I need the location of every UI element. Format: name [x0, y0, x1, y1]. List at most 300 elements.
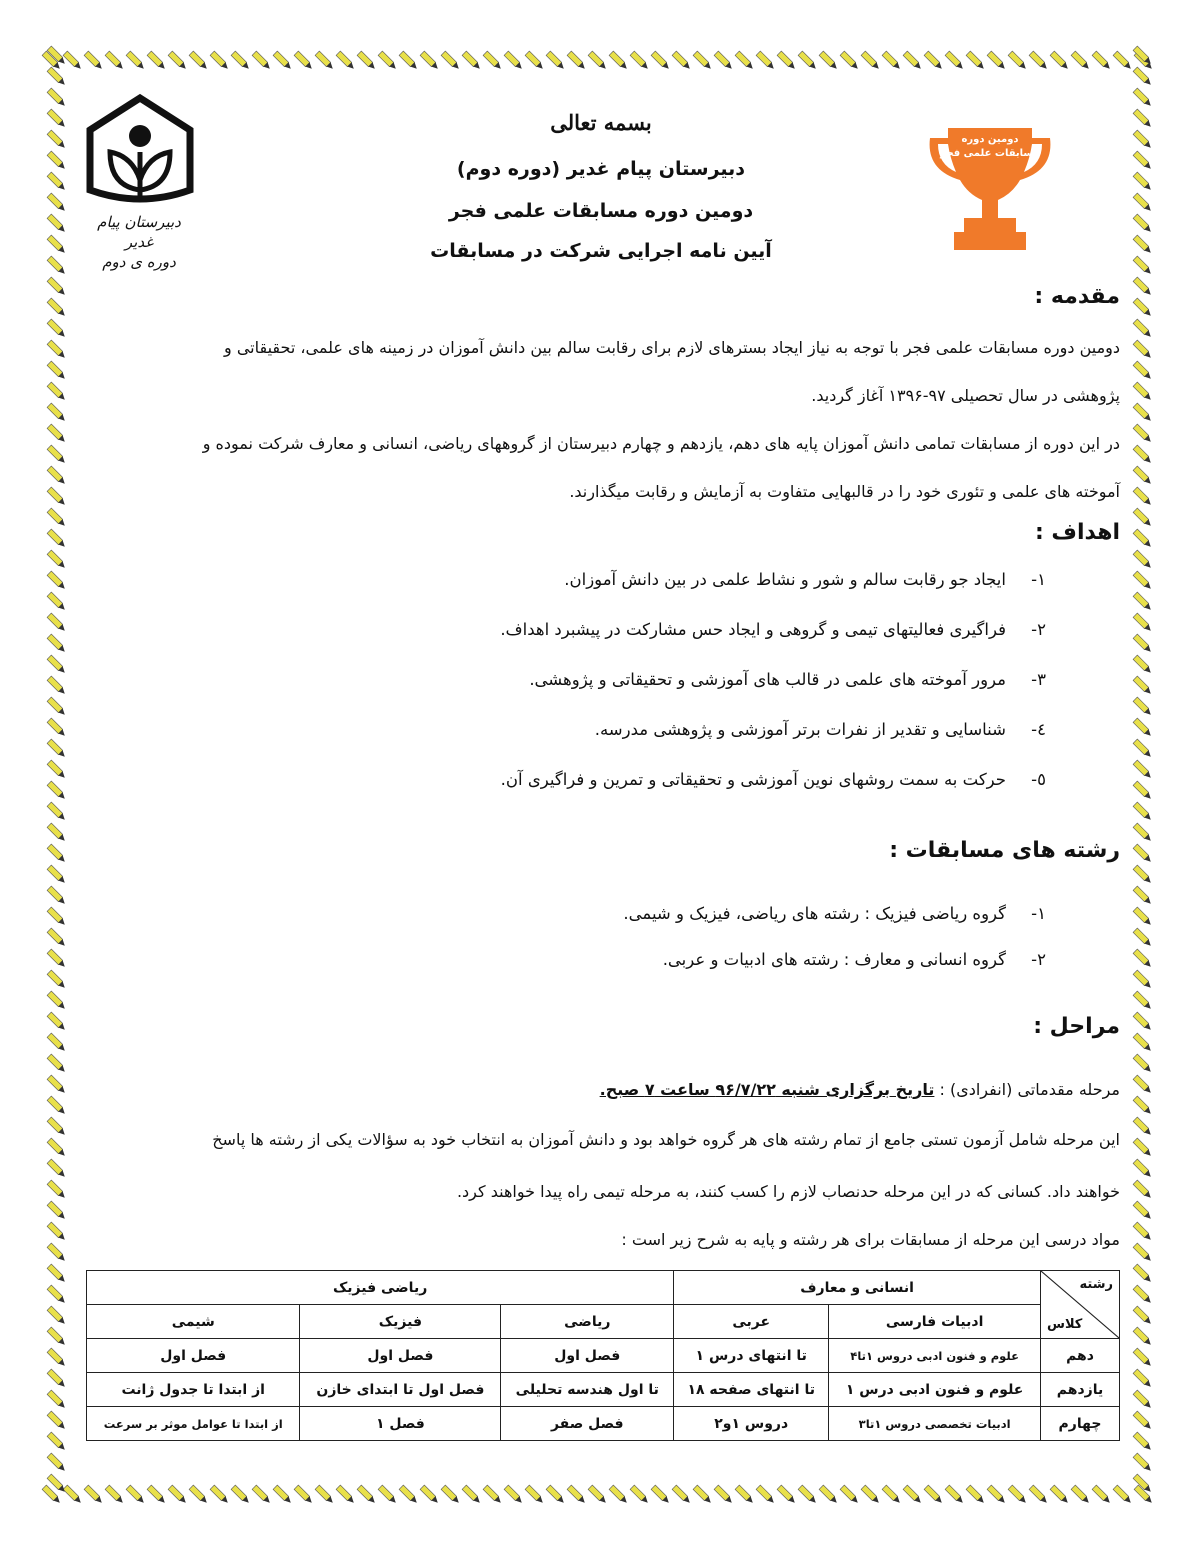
pencil-icon — [47, 1453, 67, 1473]
pencil-icon — [47, 1285, 67, 1305]
materials-intro: مواد درسی این مرحله از مسابقات برای هر رشته و پایه به شرح زیر است : — [621, 1230, 1120, 1249]
goal-text: ایجاد جو رقابت سالم و شور و نشاط علمی در بین دانش آموزان. — [564, 570, 1006, 589]
pencil-icon — [1133, 634, 1153, 654]
pencil-icon — [47, 277, 67, 297]
pencil-icon — [1133, 130, 1153, 150]
grade-cell: چهارم — [1041, 1407, 1120, 1441]
group-header: انسانی و معارف — [674, 1271, 1041, 1305]
pencil-icon — [47, 445, 67, 465]
pencil-icon — [47, 235, 67, 255]
pencil-icon — [315, 51, 335, 71]
goal-item — [501, 770, 1046, 789]
goal-text: فراگیری فعالیتهای تیمی و گروهی و ایجاد حس مشارکت در پیشبرد اهداف. — [500, 620, 1006, 639]
pencil-icon — [1050, 51, 1070, 71]
pencil-icon — [47, 1474, 67, 1494]
field-number: ۱- — [1031, 904, 1046, 923]
pencil-icon — [47, 361, 67, 381]
pencil-icon — [651, 1485, 671, 1505]
pencil-icon — [47, 109, 67, 129]
logo-caption-line1: دبیرستان پیام غدیر — [97, 213, 181, 251]
trophy-logo — [920, 120, 1060, 255]
pencil-icon — [1133, 67, 1153, 87]
pencil-icon — [924, 51, 944, 71]
pencil-icon — [47, 214, 67, 234]
pencil-icon — [47, 739, 67, 759]
pencil-icon — [1092, 51, 1112, 71]
pencil-icon — [47, 319, 67, 339]
group-header: ریاضی فیزیک — [87, 1271, 674, 1305]
pencil-icon — [1133, 1474, 1153, 1494]
pencil-icon — [1133, 1075, 1153, 1095]
pencil-icon — [462, 1485, 482, 1505]
pencil-icon — [47, 1243, 67, 1263]
pencil-icon — [567, 51, 587, 71]
trophy-label-line2: مسابقات علمی فجر — [940, 148, 1040, 159]
pencil-icon — [1133, 1411, 1153, 1431]
pencil-icon — [1133, 949, 1153, 969]
subject-header: شیمی — [87, 1305, 300, 1339]
pencil-icon — [231, 1485, 251, 1505]
table-cell: تا انتهای درس ۱ — [674, 1339, 829, 1373]
pencil-icon — [861, 51, 881, 71]
pencil-icon — [47, 130, 67, 150]
pencil-icon — [47, 403, 67, 423]
pencil-icon — [47, 613, 67, 633]
pencil-icon — [504, 1485, 524, 1505]
pencil-icon — [357, 51, 377, 71]
pencil-icon — [47, 949, 67, 969]
pencil-icon — [47, 1117, 67, 1137]
pencil-icon — [47, 508, 67, 528]
pencil-icon — [1133, 424, 1153, 444]
pencil-icon — [47, 1348, 67, 1368]
pencil-icon — [1029, 1485, 1049, 1505]
pencil-icon — [126, 51, 146, 71]
pencil-icon — [1133, 550, 1153, 570]
pencil-icon — [819, 1485, 839, 1505]
pencil-icon — [47, 676, 67, 696]
goal-text: حرکت به سمت روشهای نوین آموزشی و تحقیقاتی و تمرین و فراگیری آن. — [500, 770, 1006, 789]
pencil-icon — [126, 1485, 146, 1505]
pencil-icon — [945, 51, 965, 71]
pencil-icon — [47, 1432, 67, 1452]
pencil-icon — [924, 1485, 944, 1505]
table-row — [87, 1373, 1120, 1407]
pencil-icon — [1133, 487, 1153, 507]
table-cell: ادبیات تخصصی دروس ۱تا۳ — [829, 1407, 1041, 1441]
pencil-icon — [714, 51, 734, 71]
pencil-icon — [47, 550, 67, 570]
pencil-icon — [1133, 508, 1153, 528]
pencil-icon — [1133, 466, 1153, 486]
table-row — [87, 1407, 1120, 1441]
trophy-label-line1: دومین دوره — [961, 134, 1019, 145]
pencil-icon — [588, 1485, 608, 1505]
pencil-icon — [1133, 445, 1153, 465]
pencil-icon — [903, 1485, 923, 1505]
goal-item — [500, 620, 1046, 639]
pencil-icon — [47, 193, 67, 213]
competition-name: دومین دوره مسابقات علمی فجر — [448, 200, 754, 222]
pencil-icon — [47, 256, 67, 276]
pencil-icon — [945, 1485, 965, 1505]
pencil-icon — [1133, 172, 1153, 192]
pencil-icon — [1133, 382, 1153, 402]
pencil-icon — [1133, 739, 1153, 759]
pencil-icon — [47, 1201, 67, 1221]
school-emblem-icon — [80, 90, 200, 210]
pencil-icon — [882, 51, 902, 71]
pencil-icon — [1133, 256, 1153, 276]
pencil-icon — [47, 928, 67, 948]
pencil-border-left — [40, 44, 74, 1512]
pencil-icon — [651, 51, 671, 71]
stage-description-line: این مرحله شامل آزمون تستی جامع از تمام رشته های هر گروه خواهد بود و دانش آموزان به انتخاب خود به سؤالات یکی از رشته ها پاسخ — [212, 1130, 1120, 1149]
pencil-icon — [378, 1485, 398, 1505]
pencil-icon — [1133, 823, 1153, 843]
pencil-icon — [735, 1485, 755, 1505]
pencil-icon — [1133, 214, 1153, 234]
pencil-icon — [168, 51, 188, 71]
pencil-icon — [1133, 1432, 1153, 1452]
pencil-icon — [525, 51, 545, 71]
pencil-icon — [756, 1485, 776, 1505]
pencil-icon — [105, 1485, 125, 1505]
stage-description-line: خواهند داد. کسانی که در این مرحله حدنصاب لازم را کسب کنند، به مرحله تیمی راه پیدا خواهند کرد. — [456, 1182, 1120, 1201]
pencil-icon — [47, 88, 67, 108]
pencil-icon — [1133, 1096, 1153, 1116]
pencil-icon — [47, 865, 67, 885]
pencil-icon — [1133, 781, 1153, 801]
pencil-icon — [1133, 1453, 1153, 1473]
pencil-icon — [1133, 1180, 1153, 1200]
pencil-icon — [630, 51, 650, 71]
corner-label-grade: کلاس — [1047, 1317, 1083, 1332]
table-cell: علوم و فنون ادبی دروس ۱تا۴ — [829, 1339, 1041, 1373]
pencil-icon — [1133, 1264, 1153, 1284]
pencil-icon — [1133, 298, 1153, 318]
pencil-icon — [1133, 844, 1153, 864]
pencil-icon — [525, 1485, 545, 1505]
pencil-icon — [483, 1485, 503, 1505]
prelim-label: مرحله مقدماتی (انفرادی) : — [934, 1080, 1120, 1099]
table-subject-row — [87, 1305, 1120, 1339]
pencil-icon — [168, 1485, 188, 1505]
pencil-icon — [378, 51, 398, 71]
pencil-icon — [47, 697, 67, 717]
intro-line: آموخته های علمی و تئوری خود را در قالبهایی متفاوت به آزمایش و رقابت میگذارند. — [569, 482, 1120, 501]
intro-line: در این دوره از مسابقات تمامی دانش آموزان پایه های دهم، یازدهم و چهارم دبیرستان از گروههای ریاضی، انسانی و معارف شرکت نموده و — [202, 434, 1120, 453]
goal-number: ۳- — [1031, 670, 1046, 689]
pencil-icon — [1133, 235, 1153, 255]
pencil-icon — [294, 1485, 314, 1505]
pencil-icon — [819, 51, 839, 71]
school-name: دبیرستان پیام غدیر (دوره دوم) — [456, 158, 746, 180]
pencil-icon — [84, 1485, 104, 1505]
goal-item — [529, 670, 1046, 689]
pencil-icon — [47, 907, 67, 927]
goal-item — [595, 720, 1046, 739]
field-text: گروه ریاضی فیزیک : رشته های ریاضی، فیزیک و شیمی. — [623, 904, 1006, 923]
pencil-icon — [609, 51, 629, 71]
pencil-icon — [1029, 51, 1049, 71]
pencil-icon — [1133, 1306, 1153, 1326]
document-page — [78, 80, 1124, 1476]
pencil-icon — [47, 823, 67, 843]
pencil-icon — [798, 1485, 818, 1505]
table-row — [87, 1339, 1120, 1373]
pencil-icon — [47, 781, 67, 801]
pencil-icon — [47, 1138, 67, 1158]
pencil-icon — [1133, 697, 1153, 717]
pencil-icon — [47, 634, 67, 654]
pencil-icon — [47, 1390, 67, 1410]
goal-number: ٤- — [1031, 720, 1046, 739]
pencil-icon — [47, 1222, 67, 1242]
table-cell: تا انتهای صفحه ۱۸ — [674, 1373, 829, 1407]
pencil-icon — [462, 51, 482, 71]
subjects-table — [86, 1270, 1120, 1441]
pencil-icon — [1133, 991, 1153, 1011]
pencil-icon — [441, 51, 461, 71]
table-corner-cell — [1041, 1271, 1120, 1339]
intro-title: مقدمه : — [1034, 284, 1120, 309]
pencil-icon — [47, 1327, 67, 1347]
table-cell: فصل اول — [87, 1339, 300, 1373]
subject-header: عربی — [674, 1305, 829, 1339]
pencil-icon — [147, 51, 167, 71]
pencil-icon — [47, 718, 67, 738]
stages-title: مراحل : — [1033, 1014, 1120, 1039]
pencil-icon — [210, 1485, 230, 1505]
pencil-icon — [1071, 1485, 1091, 1505]
pencil-icon — [47, 1075, 67, 1095]
goal-item — [564, 570, 1046, 589]
pencil-icon — [987, 51, 1007, 71]
pencil-icon — [47, 1306, 67, 1326]
pencil-icon — [47, 1411, 67, 1431]
field-item — [623, 904, 1046, 923]
pencil-icon — [1133, 403, 1153, 423]
pencil-icon — [147, 1485, 167, 1505]
pencil-icon — [1133, 613, 1153, 633]
pencil-icon — [1133, 718, 1153, 738]
pencil-icon — [47, 529, 67, 549]
pencil-icon — [1133, 1369, 1153, 1389]
pencil-icon — [399, 51, 419, 71]
pencil-icon — [588, 51, 608, 71]
pencil-border-right — [1126, 44, 1160, 1512]
pencil-icon — [47, 970, 67, 990]
pencil-icon — [1133, 571, 1153, 591]
pencil-icon — [483, 51, 503, 71]
pencil-icon — [47, 1054, 67, 1074]
pencil-icon — [1133, 1201, 1153, 1221]
table-cell: فصل ۱ — [300, 1407, 501, 1441]
pencil-icon — [798, 51, 818, 71]
pencil-icon — [1133, 1159, 1153, 1179]
goal-text: مرور آموخته های علمی در قالب های آموزشی و تحقیقاتی و پژوهشی. — [529, 670, 1006, 689]
goal-text: شناسایی و تقدیر از نفرات برتر آموزشی و پژوهشی مدرسه. — [594, 720, 1006, 739]
pencil-icon — [1133, 88, 1153, 108]
goal-number: ٥- — [1031, 770, 1046, 789]
field-item — [663, 950, 1046, 969]
pencil-icon — [47, 1033, 67, 1053]
goal-number: ۱- — [1031, 570, 1046, 589]
pencil-border-top — [40, 44, 1160, 78]
goal-number: ۲- — [1031, 620, 1046, 639]
pencil-icon — [47, 67, 67, 87]
pencil-icon — [1133, 1054, 1153, 1074]
pencil-icon — [1133, 1012, 1153, 1032]
pencil-icon — [1133, 277, 1153, 297]
pencil-icon — [357, 1485, 377, 1505]
pencil-icon — [1133, 1243, 1153, 1263]
pencil-icon — [1133, 1138, 1153, 1158]
pencil-icon — [735, 51, 755, 71]
table-cell: فصل اول — [300, 1339, 501, 1373]
pencil-icon — [84, 51, 104, 71]
field-text: گروه انسانی و معارف : رشته های ادبیات و عربی. — [662, 950, 1006, 969]
pencil-icon — [189, 51, 209, 71]
pencil-icon — [546, 1485, 566, 1505]
pencil-icon — [1092, 1485, 1112, 1505]
pencil-icon — [336, 1485, 356, 1505]
pencil-icon — [1133, 361, 1153, 381]
pencil-icon — [252, 1485, 272, 1505]
pencil-icon — [1133, 1285, 1153, 1305]
pencil-icon — [420, 1485, 440, 1505]
pencil-icon — [336, 51, 356, 71]
pencil-icon — [47, 172, 67, 192]
intro-line: دومین دوره مسابقات علمی فجر با توجه به نیاز ایجاد بسترهای لازم برای رقابت سالم بین دانش آموزان در زمینه های علمی، تحقیقاتی و — [224, 338, 1120, 357]
pencil-icon — [47, 802, 67, 822]
pencil-icon — [47, 1159, 67, 1179]
pencil-icon — [47, 46, 67, 66]
pencil-icon — [47, 424, 67, 444]
pencil-icon — [1133, 1348, 1153, 1368]
pencil-icon — [47, 298, 67, 318]
pencil-icon — [47, 760, 67, 780]
pencil-icon — [1133, 676, 1153, 696]
table-cell: علوم و فنون ادبی درس ۱ — [829, 1373, 1041, 1407]
pencil-icon — [1133, 340, 1153, 360]
pencil-icon — [1133, 319, 1153, 339]
pencil-icon — [1133, 529, 1153, 549]
pencil-icon — [630, 1485, 650, 1505]
pencil-icon — [672, 51, 692, 71]
pencil-icon — [47, 151, 67, 171]
pencil-icon — [252, 51, 272, 71]
pencil-icon — [1133, 1117, 1153, 1137]
pencil-icon — [1133, 655, 1153, 675]
pencil-icon — [273, 51, 293, 71]
pencil-icon — [777, 1485, 797, 1505]
pencil-icon — [47, 1096, 67, 1116]
pencil-icon — [714, 1485, 734, 1505]
bismillah-heading: بسمه تعالی — [550, 110, 652, 135]
table-cell: دروس ۱و۲ — [674, 1407, 829, 1441]
pencil-icon — [47, 592, 67, 612]
table-cell: تا اول هندسه تحلیلی — [501, 1373, 674, 1407]
pencil-icon — [1133, 886, 1153, 906]
pencil-icon — [1133, 760, 1153, 780]
pencil-icon — [609, 1485, 629, 1505]
goals-title: اهداف : — [1034, 520, 1120, 545]
pencil-icon — [777, 51, 797, 71]
pencil-icon — [567, 1485, 587, 1505]
pencil-icon — [47, 466, 67, 486]
pencil-icon — [1133, 1390, 1153, 1410]
pencil-icon — [105, 51, 125, 71]
pencil-icon — [903, 51, 923, 71]
logo-caption-line2: دوره ی دوم — [102, 253, 176, 271]
pencil-icon — [294, 51, 314, 71]
pencil-icon — [756, 51, 776, 71]
pencil-icon — [1133, 865, 1153, 885]
pencil-icon — [840, 51, 860, 71]
pencil-icon — [441, 1485, 461, 1505]
pencil-icon — [47, 844, 67, 864]
rules-title: آیین نامه اجرایی شرکت در مسابقات — [430, 240, 772, 262]
fields-title: رشته های مسابقات : — [889, 838, 1120, 863]
prelim-stage-line — [600, 1080, 1120, 1099]
pencil-icon — [1133, 802, 1153, 822]
pencil-icon — [966, 51, 986, 71]
pencil-icon — [840, 1485, 860, 1505]
pencil-icon — [966, 1485, 986, 1505]
pencil-icon — [546, 51, 566, 71]
pencil-icon — [693, 1485, 713, 1505]
pencil-icon — [47, 340, 67, 360]
grade-cell: یازدهم — [1041, 1373, 1120, 1407]
pencil-icon — [189, 1485, 209, 1505]
pencil-icon — [1133, 928, 1153, 948]
pencil-icon — [47, 1012, 67, 1032]
pencil-icon — [47, 886, 67, 906]
pencil-icon — [693, 51, 713, 71]
pencil-icon — [47, 571, 67, 591]
pencil-icon — [1008, 51, 1028, 71]
pencil-icon — [47, 655, 67, 675]
pencil-icon — [210, 51, 230, 71]
corner-label-field: رشته — [1079, 1277, 1113, 1292]
pencil-icon — [315, 1485, 335, 1505]
table-cell: فصل اول تا ابتدای خازن — [300, 1373, 501, 1407]
pencil-icon — [1133, 970, 1153, 990]
pencil-icon — [1133, 1327, 1153, 1347]
prelim-date: تاریخ برگزاری شنبه ۹۶/۷/۲۲ ساعت ۷ صبح. — [599, 1080, 935, 1099]
field-number: ۲- — [1031, 950, 1046, 969]
pencil-icon — [1133, 907, 1153, 927]
pencil-border-bottom — [40, 1478, 1160, 1512]
subject-header: فیزیک — [300, 1305, 501, 1339]
pencil-icon — [1071, 51, 1091, 71]
pencil-icon — [231, 51, 251, 71]
pencil-icon — [420, 51, 440, 71]
pencil-icon — [47, 1264, 67, 1284]
pencil-icon — [47, 991, 67, 1011]
pencil-icon — [47, 1180, 67, 1200]
subject-header: ریاضی — [501, 1305, 674, 1339]
table-cell: از ابتدا تا جدول ژانت — [87, 1373, 300, 1407]
pencil-icon — [1008, 1485, 1028, 1505]
intro-line: پژوهشی در سال تحصیلی ۹۷-۱۳۹۶ آغاز گردید. — [811, 386, 1120, 405]
subject-header: ادبیات فارسی — [829, 1305, 1041, 1339]
pencil-icon — [1133, 1033, 1153, 1053]
pencil-icon — [1050, 1485, 1070, 1505]
intro-paragraph — [120, 324, 1120, 516]
